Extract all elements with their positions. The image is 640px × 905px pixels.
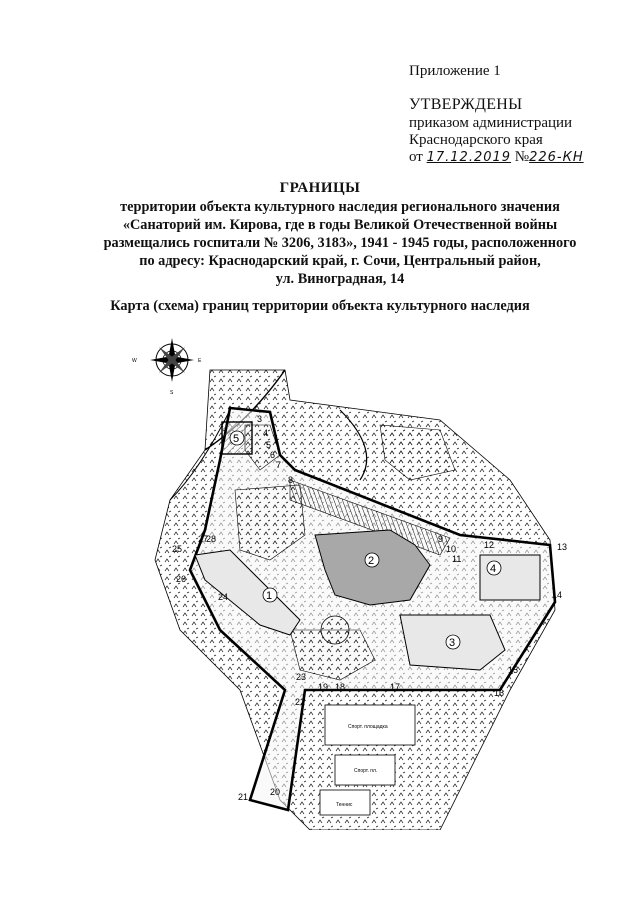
point-17: 17 (390, 682, 401, 692)
building-label-3: 3 (449, 637, 456, 649)
point-22: 22 (295, 697, 306, 707)
building-label-1: 1 (266, 590, 273, 602)
compass-w: W (132, 358, 137, 364)
point-11: 11 (452, 554, 462, 564)
point-24: 24 (218, 592, 229, 602)
building-label-4: 4 (490, 563, 497, 575)
number-prefix: № (514, 149, 530, 165)
compass-s: S (170, 390, 174, 396)
point-15: 15 (508, 665, 519, 675)
sports-ground-label: Спорт. площадка (348, 724, 388, 730)
sports-ground-2-label: Спорт. пл. (354, 768, 378, 774)
point-13: 13 (557, 542, 568, 552)
point-8: 8 (288, 475, 294, 485)
compass-rose-icon (132, 338, 202, 396)
order-line-1: приказом администрации (409, 115, 573, 131)
territory-map (110, 330, 590, 830)
point-19: 19 (318, 682, 329, 692)
document-title: ГРАНИЦЫ (279, 180, 361, 196)
point-3: 3 (257, 414, 263, 424)
point-23: 23 (296, 672, 307, 682)
approved-label: УТВЕРЖДЕНЫ (409, 96, 523, 113)
date-prefix: от (409, 149, 423, 165)
point-12: 12 (484, 540, 495, 550)
building-label-5: 5 (233, 433, 240, 445)
point-7: 7 (276, 460, 282, 470)
subtitle-line-2: «Санаторий им. Кирова, где в годы Великой Отечественной войны (122, 217, 558, 233)
subtitle-line-5: ул. Виноградная, 14 (275, 271, 405, 287)
point-27: 27 (198, 534, 209, 544)
compass-e: E (198, 358, 202, 364)
point-25: 25 (172, 544, 183, 554)
point-28: 28 (206, 534, 217, 544)
point-20: 20 (270, 787, 281, 797)
order-line-2: Краснодарского края (409, 132, 543, 148)
point-18: 18 (335, 682, 346, 692)
building-label-2: 2 (368, 555, 375, 567)
appendix-label: Приложение 1 (409, 63, 501, 79)
point-14: 14 (552, 590, 563, 600)
subtitle-line-1: территории объекта культурного наследия регионального значения (120, 199, 560, 215)
subtitle-line-3: размещались госпитали № 3206, 3183», 1941 - 1945 годы, расположенного (103, 235, 577, 251)
point-26: 26 (176, 574, 187, 584)
map-caption: Карта (схема) границ территории объекта культурного наследия (110, 298, 530, 314)
building-4 (480, 555, 540, 600)
order-date: 17.12.2019 (426, 150, 512, 165)
point-4: 4 (263, 428, 269, 438)
point-6: 6 (270, 450, 276, 460)
point-21: 21 (238, 792, 249, 802)
order-date-line (409, 148, 584, 167)
subtitle-line-4: по адресу: Краснодарский край, г. Сочи, Центральный район, (139, 253, 541, 269)
fountain (321, 616, 349, 644)
point-5: 5 (266, 440, 272, 450)
point-10: 10 (446, 544, 457, 554)
point-9: 9 (438, 534, 444, 544)
order-number: 226-КН (529, 150, 584, 165)
tennis-label: Теннис (336, 802, 353, 808)
point-16: 16 (494, 688, 505, 698)
